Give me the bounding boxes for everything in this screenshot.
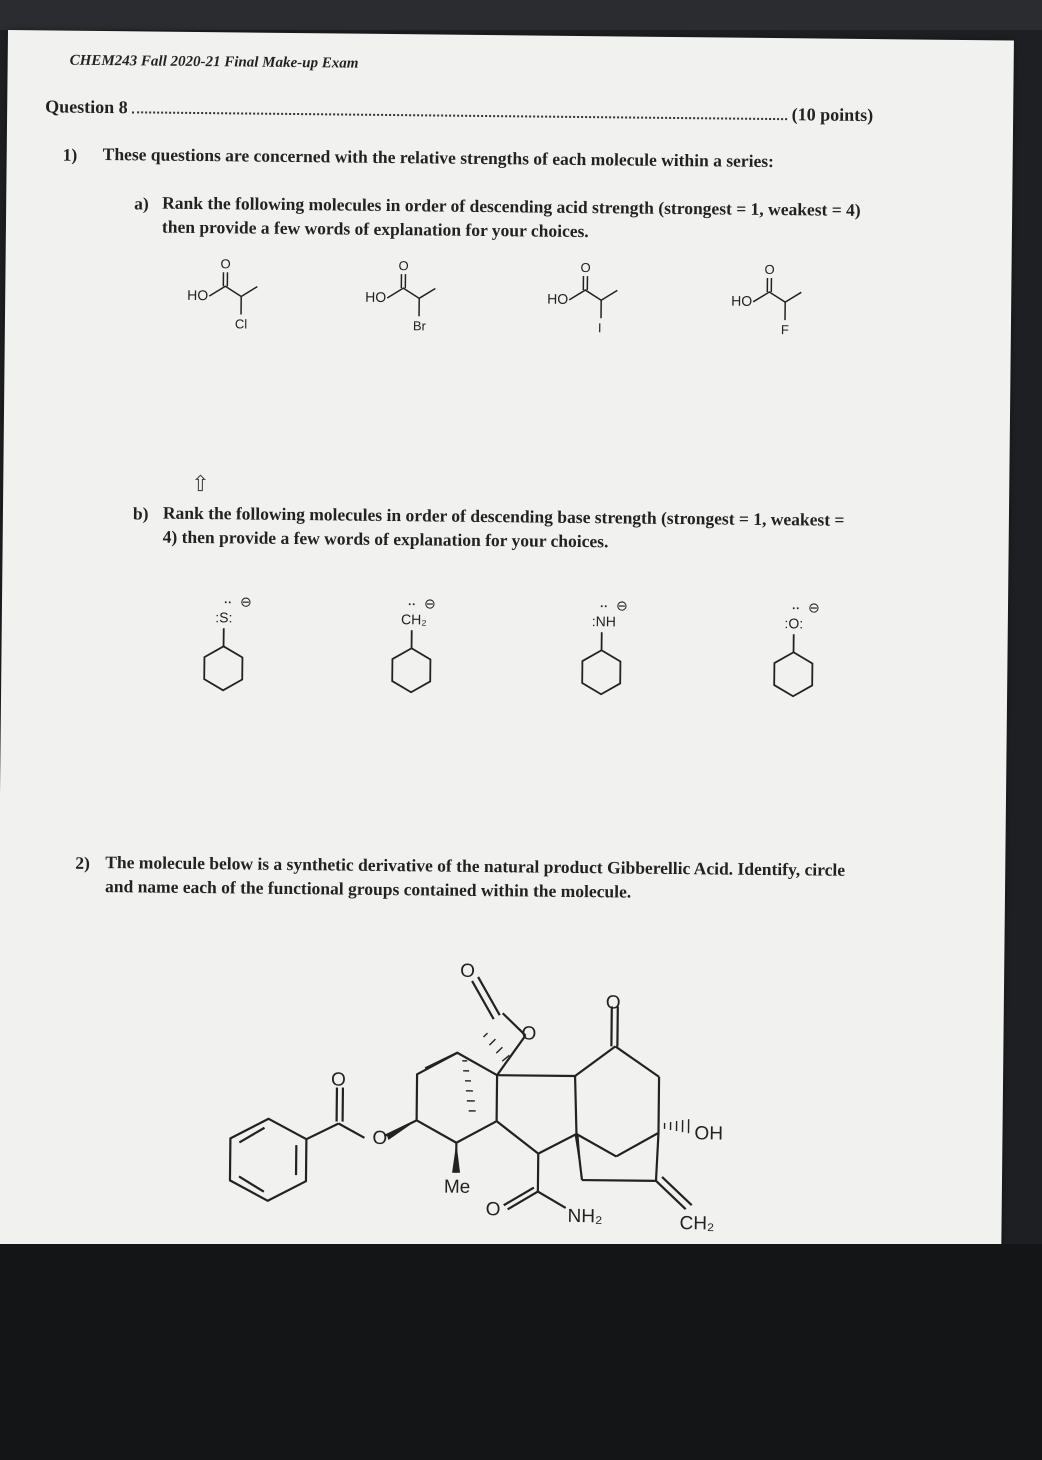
atom-o-ester: O xyxy=(372,1127,388,1150)
mouse-cursor-icon: ⇧ xyxy=(191,471,210,498)
part1a-line1: Rank the following molecules in order of descending acid strength (strongest = 1, weakest = 4) xyxy=(162,192,861,220)
svg-text:⊖: ⊖ xyxy=(615,597,628,614)
atom-nh2: NH₂ xyxy=(567,1205,603,1228)
svg-text:··: ·· xyxy=(791,601,801,616)
svg-text:⊖: ⊖ xyxy=(807,599,820,616)
svg-text:⊖: ⊖ xyxy=(239,593,252,610)
atom-o-lactone: O xyxy=(521,1023,537,1045)
atom-ch2: CH₂ xyxy=(679,1213,715,1235)
exam-page xyxy=(0,30,1014,1294)
svg-text:··: ·· xyxy=(223,595,233,610)
acid1-ho: HO xyxy=(187,286,209,304)
atom-oh: OH xyxy=(694,1123,724,1145)
svg-text::O:: :O: xyxy=(784,615,804,632)
gibberellic-acid-derivative xyxy=(0,30,1008,1280)
acid3-o: O xyxy=(580,260,591,276)
acid4-ho: HO xyxy=(731,292,753,309)
part1b-line2: 4) then provide a few words of explanation for your choices. xyxy=(162,526,609,552)
part1a-line2: then provide a few words of explanation for your choices. xyxy=(161,216,589,242)
atom-o-top: O xyxy=(460,960,476,982)
part1b-label: b) xyxy=(132,503,149,524)
exam-title: CHEM243 Fall 2020-21 Final Make-up Exam xyxy=(69,52,359,72)
svg-text:··: ·· xyxy=(599,599,609,614)
screen-bottom-bezel xyxy=(0,1244,1042,1460)
part1b-line1: Rank the following molecules in order of descending base strength (strongest = 1, weakest = xyxy=(162,502,845,530)
part1-text: These questions are concerned with the relative strengths of each molecule within a series: xyxy=(102,143,775,172)
atom-me: Me xyxy=(443,1176,471,1198)
svg-text:CH₂: CH₂ xyxy=(400,611,427,628)
atom-o-ketone: O xyxy=(605,992,621,1014)
acid2-ho: HO xyxy=(365,288,387,305)
svg-text::S:: :S: xyxy=(215,609,233,626)
part2-line1: The molecule below is a synthetic derivative of the natural product Gibberellic Acid. Identify, circle xyxy=(105,852,846,880)
acid4-halogen: F xyxy=(780,322,789,338)
acid4-o: O xyxy=(764,261,775,278)
acid3-ho: HO xyxy=(547,290,569,307)
part2-line2: and name each of the functional groups contained within the molecule. xyxy=(104,876,632,902)
atom-o-amide: O xyxy=(485,1199,501,1221)
part1-number: 1) xyxy=(62,144,78,165)
part1a-label: a) xyxy=(134,193,149,214)
svg-text::NH: :NH xyxy=(591,613,616,630)
part2-number: 2) xyxy=(75,852,90,873)
atom-o-ester-carbonyl: O xyxy=(330,1069,346,1091)
acid2-halogen: Br xyxy=(412,318,427,334)
acid1-o: O xyxy=(220,256,231,272)
svg-text:⊖: ⊖ xyxy=(423,595,436,612)
acid2-o: O xyxy=(398,258,409,274)
question-points: (10 points) xyxy=(791,104,874,126)
question-label: Question 8 xyxy=(45,96,128,118)
acid3-halogen: I xyxy=(597,320,602,336)
acid1-halogen: Cl xyxy=(234,316,248,332)
svg-text:··: ·· xyxy=(407,597,417,612)
window-top-bar xyxy=(0,0,1042,30)
